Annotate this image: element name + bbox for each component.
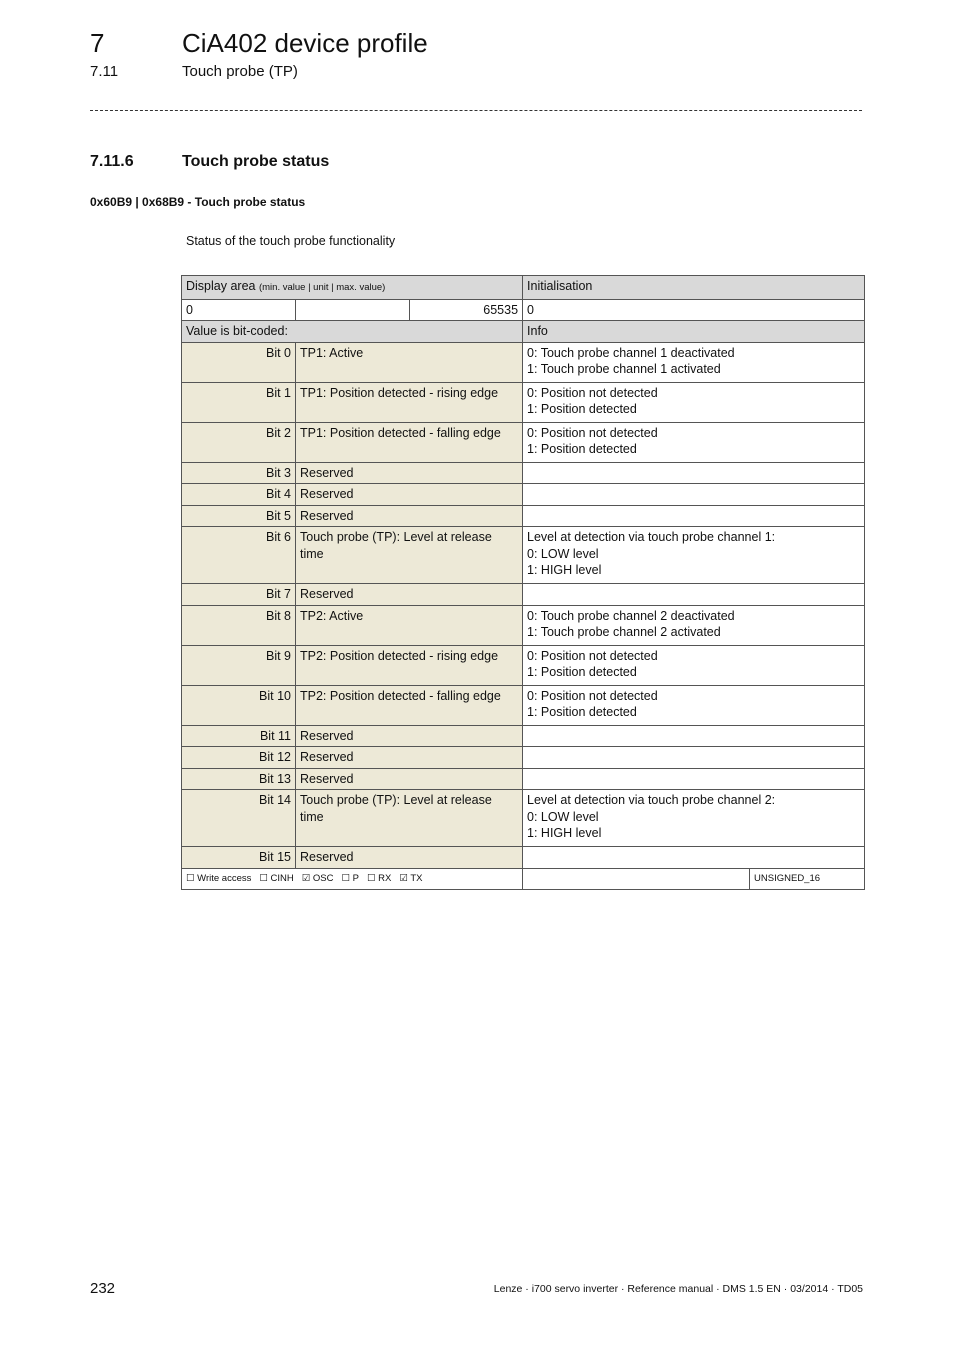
- bit-name: Reserved: [296, 484, 523, 506]
- bit-info: [523, 527, 865, 584]
- footer-doc-info: Lenze · i700 servo inverter · Reference manual · DMS 1.5 EN · 03/2014 · TD05: [493, 1283, 863, 1295]
- unchecked-box-icon: ☐: [259, 872, 271, 884]
- bitcoded-header-row: [182, 321, 865, 343]
- access-flag: [367, 873, 391, 884]
- bit-info: [523, 725, 865, 747]
- bit-info-line: 0: Touch probe channel 2 deactivated: [527, 608, 735, 623]
- bit-row: [182, 645, 865, 685]
- unchecked-box-icon: ☐: [367, 872, 379, 884]
- bit-number: Bit 15: [182, 847, 296, 869]
- bit-number: Bit 4: [182, 484, 296, 506]
- bit-info: [523, 645, 865, 685]
- bit-row: [182, 725, 865, 747]
- bit-name: TP2: Position detected - rising edge: [296, 645, 523, 685]
- bit-row: [182, 527, 865, 584]
- bit-name: TP2: Active: [296, 605, 523, 645]
- access-flags: [182, 868, 523, 890]
- bit-name: Reserved: [296, 462, 523, 484]
- bit-info-line: 0: Touch probe channel 1 deactivated: [527, 345, 735, 360]
- bit-number: Bit 13: [182, 768, 296, 790]
- unchecked-box-icon: ☐: [341, 872, 353, 884]
- bit-info: [523, 747, 865, 769]
- bit-info-line: 1: Position detected: [527, 705, 637, 719]
- bit-row: [182, 422, 865, 462]
- bit-info: [523, 847, 865, 869]
- subsection-number: 7.11.6: [90, 153, 134, 170]
- bit-info-line: Level at detection via touch probe channel 1:: [527, 530, 776, 544]
- display-area-header-row: [182, 276, 865, 300]
- bit-name: Reserved: [296, 725, 523, 747]
- bit-info-line: 0: LOW level: [527, 546, 599, 561]
- init-value: 0: [523, 299, 865, 321]
- bit-row: [182, 685, 865, 725]
- bit-info-line: 1: Position detected: [527, 665, 637, 679]
- page-number: 232: [90, 1280, 116, 1297]
- bit-info: [523, 768, 865, 790]
- section-number: 7.11: [90, 63, 119, 80]
- bit-row: [182, 747, 865, 769]
- bit-row: [182, 768, 865, 790]
- access-flag-label: Write access: [197, 872, 252, 884]
- access-flag-label: RX: [378, 872, 392, 884]
- bit-number: Bit 12: [182, 747, 296, 769]
- bit-info-line: 1: Position detected: [527, 402, 637, 416]
- bit-row: [182, 462, 865, 484]
- bit-number: Bit 7: [182, 584, 296, 606]
- bit-info-line: 1: Touch probe channel 1 activated: [527, 362, 721, 376]
- parameter-table: [181, 275, 865, 890]
- bit-name: TP1: Active: [296, 342, 523, 382]
- bit-info-line: 0: Position not detected: [527, 648, 658, 663]
- bit-info-line: 0: Position not detected: [527, 425, 658, 440]
- display-area-header: [182, 276, 523, 300]
- bit-info: [523, 790, 865, 847]
- access-flag: [302, 873, 334, 884]
- header-divider: [90, 110, 862, 111]
- bit-info-line: 1: HIGH level: [527, 826, 602, 840]
- info-header: Info: [523, 321, 865, 343]
- bit-row: [182, 505, 865, 527]
- access-flag: [186, 873, 251, 884]
- bit-info: [523, 342, 865, 382]
- data-type: UNSIGNED_16: [750, 868, 865, 890]
- object-title: 0x60B9 | 0x68B9 - Touch probe status: [90, 195, 306, 209]
- bit-name: Reserved: [296, 584, 523, 606]
- bit-info: [523, 505, 865, 527]
- bit-name: Reserved: [296, 747, 523, 769]
- bit-name: Reserved: [296, 768, 523, 790]
- bit-info: [523, 605, 865, 645]
- bit-number: Bit 2: [182, 422, 296, 462]
- access-empty-cell: [523, 868, 750, 890]
- bit-info-line: Level at detection via touch probe channel 2:: [527, 793, 776, 807]
- bit-number: Bit 14: [182, 790, 296, 847]
- chapter-title: CiA402 device profile: [182, 28, 428, 58]
- bit-row: [182, 584, 865, 606]
- access-flag: [399, 873, 422, 884]
- display-area-label: Display area: [186, 279, 256, 293]
- bit-number: Bit 8: [182, 605, 296, 645]
- initialisation-header: Initialisation: [523, 276, 865, 300]
- min-value: 0: [182, 299, 296, 321]
- bit-info-line: 1: Position detected: [527, 442, 637, 456]
- section-title: Touch probe (TP): [182, 63, 298, 80]
- bit-row: [182, 847, 865, 869]
- bit-row: [182, 382, 865, 422]
- access-flag-label: P: [352, 872, 359, 884]
- chapter-number: 7: [90, 28, 105, 58]
- bit-row: [182, 484, 865, 506]
- bit-info: [523, 422, 865, 462]
- bit-name: Reserved: [296, 847, 523, 869]
- checked-box-icon: ☑: [399, 872, 411, 884]
- bit-name: TP2: Position detected - falling edge: [296, 685, 523, 725]
- bit-number: Bit 9: [182, 645, 296, 685]
- bit-info-line: 0: Position not detected: [527, 688, 658, 703]
- bitcoded-label: Value is bit-coded:: [182, 321, 523, 343]
- bit-name: TP1: Position detected - rising edge: [296, 382, 523, 422]
- bit-info-line: 0: LOW level: [527, 809, 599, 824]
- unit-value: [296, 299, 410, 321]
- display-area-values-row: [182, 299, 865, 321]
- bit-info-line: 1: Touch probe channel 2 activated: [527, 625, 721, 639]
- subsection-title: Touch probe status: [182, 153, 330, 170]
- bit-number: Bit 11: [182, 725, 296, 747]
- bit-name: Touch probe (TP): Level at release time: [296, 527, 523, 584]
- max-value: 65535: [410, 299, 523, 321]
- bit-name: Reserved: [296, 505, 523, 527]
- bit-name: TP1: Position detected - falling edge: [296, 422, 523, 462]
- access-flag-label: OSC: [312, 872, 334, 884]
- unchecked-box-icon: ☐: [186, 872, 198, 884]
- bit-number: Bit 0: [182, 342, 296, 382]
- bit-info: [523, 382, 865, 422]
- bit-info-line: 1: HIGH level: [527, 563, 602, 577]
- access-row: [182, 868, 865, 890]
- bit-number: Bit 10: [182, 685, 296, 725]
- checked-box-icon: ☑: [301, 872, 313, 884]
- bit-number: Bit 3: [182, 462, 296, 484]
- bit-number: Bit 1: [182, 382, 296, 422]
- bit-row: [182, 342, 865, 382]
- bit-info: [523, 462, 865, 484]
- access-flag-label: TX: [410, 872, 423, 884]
- object-description: Status of the touch probe functionality: [186, 234, 396, 248]
- access-flag: [259, 873, 293, 884]
- access-flag-label: CINH: [270, 872, 294, 884]
- access-flag: [342, 873, 360, 884]
- bit-number: Bit 6: [182, 527, 296, 584]
- bit-number: Bit 5: [182, 505, 296, 527]
- bit-info-line: 0: Position not detected: [527, 385, 658, 400]
- display-area-hint: (min. value | unit | max. value): [258, 282, 386, 293]
- bit-row: [182, 790, 865, 847]
- bit-name: Touch probe (TP): Level at release time: [296, 790, 523, 847]
- bit-row: [182, 605, 865, 645]
- bit-info: [523, 484, 865, 506]
- bit-info: [523, 685, 865, 725]
- bit-info: [523, 584, 865, 606]
